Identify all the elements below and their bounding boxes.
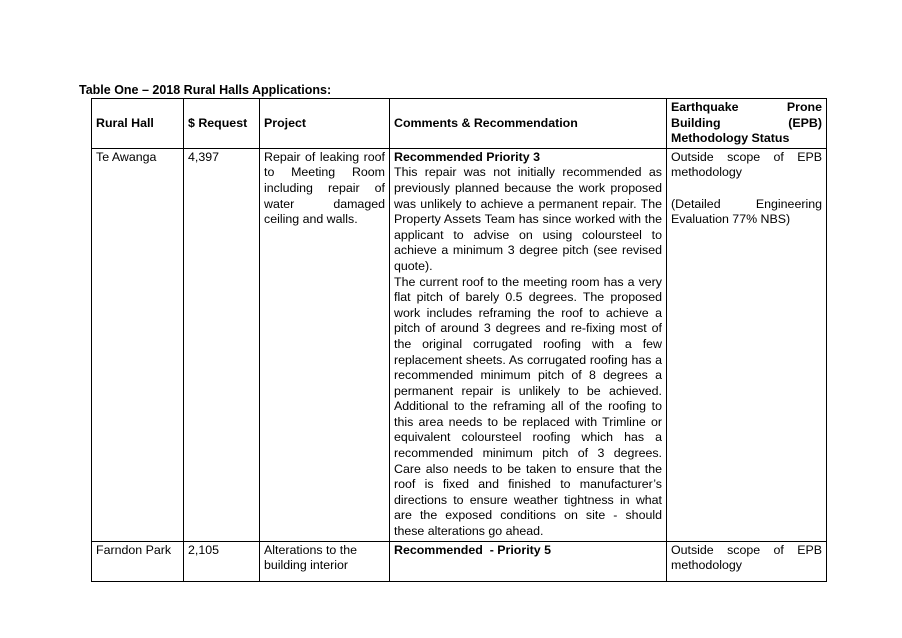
header-epb-earthquake: Earthquake — [671, 100, 739, 114]
table-header-row — [92, 99, 827, 149]
cell-project: Repair of leaking roof to Meeting Room including repair of water damaged ceiling and walls. — [260, 148, 390, 541]
header-request: $ Request — [184, 99, 260, 149]
recommendation-label: Recommended - Priority 5 — [394, 542, 551, 557]
comment-paragraph: This repair was not initially recommended as previously planned because the work proposed was unlikely to achieve a permanent repair. The Property Assets Team has since worked with the applicant to advise on using coloursteel to achieve a minimum 3 degree pitch (see revised quote). — [394, 165, 662, 273]
header-comments: Comments & Recommendation — [390, 99, 667, 149]
cell-epb — [667, 541, 827, 581]
header-epb-abbrev: (EPB) — [788, 115, 822, 130]
header-rural-hall: Rural Hall — [92, 99, 184, 149]
header-project: Project — [260, 99, 390, 149]
table-row — [92, 541, 827, 581]
header-epb-building: Building — [671, 115, 721, 130]
header-epb — [667, 99, 827, 149]
recommendation-label: Recommended Priority 3 — [394, 149, 540, 164]
cell-comments — [390, 541, 667, 581]
comment-paragraph: The current roof to the meeting room has a very flat pitch of barely 0.5 degrees. The proposed work includes reframing the roof to achieve a pitch of around 3 degrees and re-fixing most of the original corrugated roofing with a few replacement sheets. As corrugated roofing has a recommended minimum pitch of 8 degrees a permanent repair is unlikely to be achieved. Additional to the reframing all of the roofing to this area needs to be replaced with Trimline or equivalent coloursteel roofing which has a recommended minimum pitch of 3 degrees. Care also needs to be taken to ensure that the roof is fixed and finished to manufacturer’s directions to ensure weather tightness in what are the exposed conditions on site - should these alterations go ahead. — [394, 274, 662, 539]
table-caption: Table One – 2018 Rural Halls Applications: — [79, 83, 332, 97]
epb-status: Outside scope of EPB methodology — [671, 542, 822, 573]
table-row — [92, 148, 827, 541]
cell-hall: Te Awanga — [92, 148, 184, 541]
cell-epb — [667, 148, 827, 541]
epb-status: Outside scope of EPB methodology — [671, 149, 822, 180]
header-epb-methodology: Methodology Status — [671, 131, 790, 146]
cell-project: Alterations to the building interior — [260, 541, 390, 581]
cell-amount: 4,397 — [184, 148, 260, 541]
rural-halls-table — [91, 98, 827, 582]
cell-hall: Farndon Park — [92, 541, 184, 581]
header-epb-prone: Prone — [786, 100, 822, 114]
epb-note: (Detailed Engineering Evaluation 77% NBS) — [671, 196, 822, 227]
cell-amount: 2,105 — [184, 541, 260, 581]
cell-comments — [390, 148, 667, 541]
